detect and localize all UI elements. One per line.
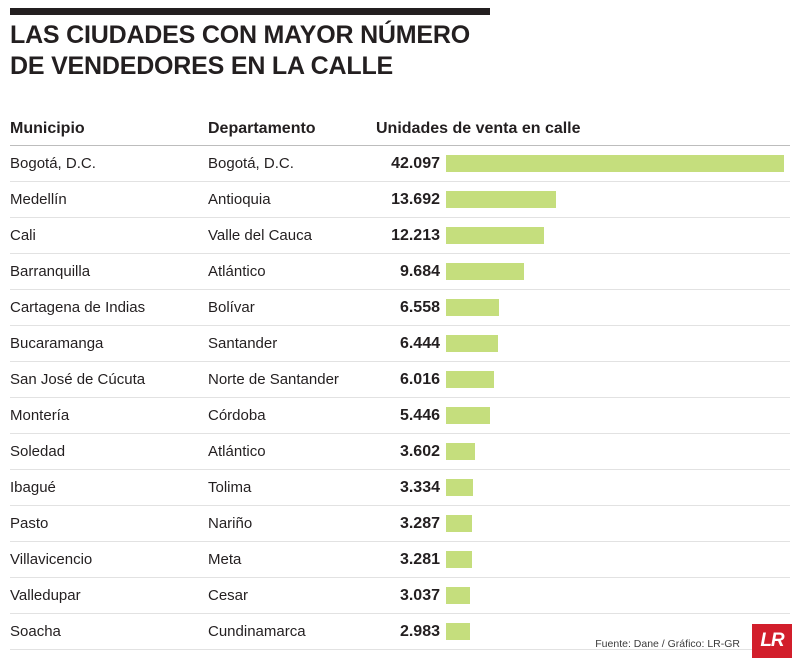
cell-municipio: Bucaramanga: [10, 335, 104, 352]
cell-municipio: Soacha: [10, 623, 61, 640]
data-table: [10, 112, 790, 650]
top-rule: [10, 8, 490, 15]
table-row: [10, 398, 790, 434]
bar: [446, 587, 470, 604]
cell-municipio: Valledupar: [10, 587, 81, 604]
bar: [446, 515, 472, 532]
cell-bar: [446, 218, 790, 253]
table-row: [10, 218, 790, 254]
bar: [446, 299, 499, 316]
cell-valor: 5.446: [399, 406, 440, 424]
cell-valor: 6.558: [399, 298, 440, 316]
cell-municipio: Medellín: [10, 191, 67, 208]
bar: [446, 155, 784, 172]
cell-departamento: Tolima: [208, 479, 252, 496]
column-header-municipio: Municipio: [10, 119, 85, 137]
source-note: Fuente: Dane / Gráfico: LR-GR: [595, 638, 740, 650]
table-row: [10, 182, 790, 218]
cell-municipio: Cali: [10, 227, 36, 244]
page-title-line-1: LAS CIUDADES CON MAYOR NÚMERO: [10, 21, 470, 49]
cell-departamento: Cundinamarca: [208, 623, 306, 640]
bar: [446, 263, 524, 280]
cell-valor: 9.684: [399, 262, 440, 280]
cell-bar: [446, 182, 790, 217]
bar: [446, 407, 490, 424]
cell-departamento: Valle del Cauca: [208, 227, 312, 244]
table-row: [10, 254, 790, 290]
cell-municipio: Villavicencio: [10, 551, 93, 568]
bar: [446, 551, 472, 568]
cell-bar: [446, 434, 790, 469]
bar: [446, 335, 498, 352]
cell-departamento: Cesar: [208, 587, 249, 604]
cell-departamento: Antioquia: [208, 191, 271, 208]
page-title: [10, 20, 650, 81]
cell-departamento: Norte de Santander: [208, 371, 339, 388]
column-header-departamento: Departamento: [208, 119, 316, 137]
cell-municipio: Pasto: [10, 515, 49, 532]
cell-municipio: Ibagué: [10, 479, 56, 496]
table-row: [10, 506, 790, 542]
table-body: [10, 146, 790, 650]
cell-valor: 3.602: [399, 442, 440, 460]
bar: [446, 371, 494, 388]
cell-departamento: Atlántico: [208, 263, 266, 280]
cell-bar: [446, 254, 790, 289]
table-header-row: [10, 112, 790, 146]
table-row: [10, 470, 790, 506]
cell-municipio: Cartagena de Indias: [10, 299, 146, 316]
cell-valor: 2.983: [399, 622, 440, 640]
cell-valor: 3.334: [399, 478, 440, 496]
cell-bar: [446, 506, 790, 541]
cell-valor: 3.281: [399, 550, 440, 568]
cell-municipio: Montería: [10, 407, 70, 424]
cell-bar: [446, 398, 790, 433]
table-row: [10, 362, 790, 398]
page-title-line-2: DE VENDEDORES EN LA CALLE: [10, 51, 394, 80]
bar: [446, 443, 475, 460]
cell-bar: [446, 326, 790, 361]
table-row: [10, 542, 790, 578]
cell-departamento: Meta: [208, 551, 242, 568]
lr-logo: LR: [752, 624, 792, 658]
cell-municipio: Barranquilla: [10, 263, 91, 280]
cell-municipio: Soledad: [10, 443, 66, 460]
cell-departamento: Córdoba: [208, 407, 266, 424]
cell-valor: 6.016: [399, 370, 440, 388]
cell-bar: [446, 542, 790, 577]
table-row: [10, 326, 790, 362]
cell-bar: [446, 146, 790, 181]
cell-bar: [446, 362, 790, 397]
cell-departamento: Nariño: [208, 515, 253, 532]
cell-valor: 6.444: [399, 334, 440, 352]
table-row: [10, 578, 790, 614]
column-header-unidades: Unidades de venta en calle: [376, 119, 581, 137]
cell-bar: [446, 578, 790, 613]
cell-departamento: Bogotá, D.C.: [208, 155, 294, 172]
cell-municipio: Bogotá, D.C.: [10, 155, 96, 172]
cell-valor: 3.287: [399, 514, 440, 532]
cell-valor: 3.037: [399, 586, 440, 604]
bar: [446, 479, 473, 496]
cell-bar: [446, 470, 790, 505]
cell-departamento: Bolívar: [208, 299, 255, 316]
cell-departamento: Santander: [208, 335, 278, 352]
table-row: [10, 290, 790, 326]
cell-valor: 12.213: [391, 226, 440, 244]
table-row: [10, 146, 790, 182]
bar: [446, 191, 556, 208]
cell-departamento: Atlántico: [208, 443, 266, 460]
bar: [446, 227, 544, 244]
cell-municipio: San José de Cúcuta: [10, 371, 146, 388]
cell-bar: [446, 290, 790, 325]
table-row: [10, 434, 790, 470]
bar: [446, 623, 470, 640]
cell-valor: 42.097: [391, 154, 440, 172]
cell-valor: 13.692: [391, 190, 440, 208]
